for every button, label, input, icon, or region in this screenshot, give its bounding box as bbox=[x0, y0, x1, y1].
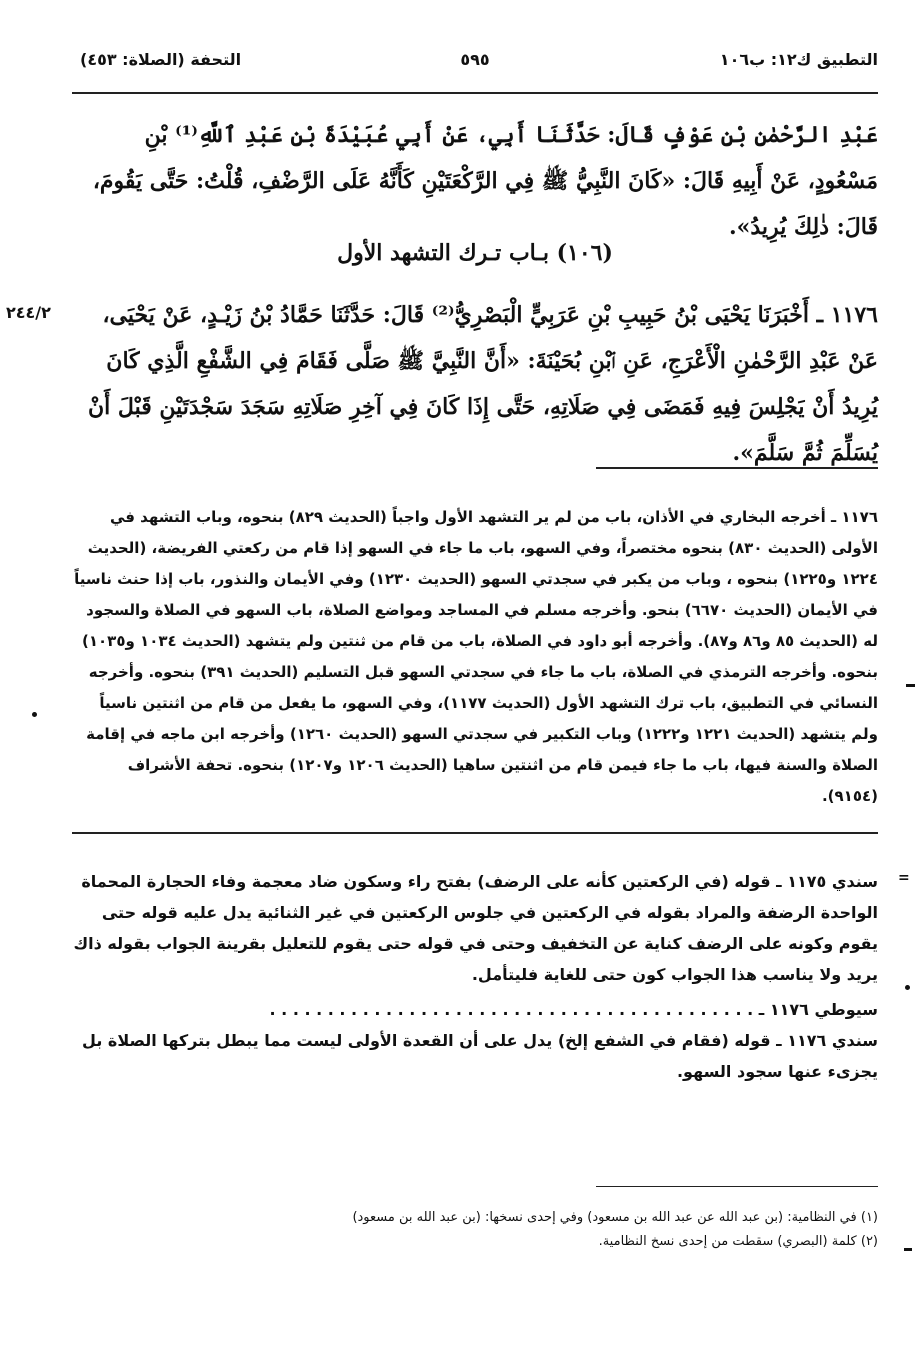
footnotes-section bbox=[72, 1206, 878, 1254]
footnote-2: (٢) كلمة (البصري) سقطت من إحدى نسخ النظامية. bbox=[598, 1234, 878, 1249]
commentary-section bbox=[72, 866, 878, 1087]
header-chapter-ref: التطبيق ك١٢: ب١٠٦ bbox=[719, 50, 878, 69]
hadith-1176 bbox=[72, 292, 878, 476]
commentary-separator bbox=[72, 832, 878, 834]
suyuti-1176-note bbox=[72, 994, 878, 1025]
margin-dash-mark-2 bbox=[904, 1248, 912, 1251]
dotted-leader: . . . . . . . . . . . . . . . . . . . . . . . . . . . . . . . . . . . . . . . . . . bbox=[269, 1000, 754, 1019]
margin-equal-mark: = bbox=[898, 870, 910, 886]
hadith-1176-paragraph: ١١٧٦ ـ أَخْبَرَنَا يَحْيَى بْنُ حَبِيبِ بْنِ عَرَبِيٍّ الْبَصْرِيُّ⁽²⁾ قَالَ: حَدَّثَنَا حَمَّادُ بْنُ زَيْـدٍ، عَنْ يَحْيَى، عَنْ عَبْدِ الرَّحْمٰنِ الْأَعْرَجِ، عَنِ ٱبْنِ بُحَيْنَةَ: «أَنَّ النَّبِيَّ ﷺ صَلَّى فَقَامَ فِي الشَّفْعِ الَّذِي كَانَ يُرِيدُ أَنْ يَجْلِسَ فِيهِ فَمَضَى فِي صَلَاتِهِ، حَتَّى إِذَا كَانَ فِي آخِرِ صَلَاتِهِ سَجَدَ سَجْدَتَيْنِ قَبْلَ أَنْ يُسَلِّمَ ثُمَّ سَلَّمَ». bbox=[87, 302, 878, 466]
sindi-1175-note: سندي ١١٧٥ ـ قوله (في الركعتين كأنه على الرضف) بفتح راء وسكون ضاد معجمة وفاء الحجارة المحماة الواحدة الرضفة والمراد بقوله في الركعتين في جلوس الركعتين في غير الثنائية يدل عليه قوله حتى يقوم وكونه على الرضف كناية عن التخفيف وحتى في قوله حتى يقوم للتعليل بقرينة الجواب بقوله ذاك يريد ولا يناسب هذا الجواب كون حتى للغاية فليتأمل. bbox=[73, 872, 878, 984]
takhrij-section bbox=[72, 502, 878, 812]
page-number: ٥٩٥ bbox=[460, 50, 490, 69]
running-header bbox=[72, 46, 878, 80]
matn-separator bbox=[596, 467, 878, 469]
margin-dot-mark bbox=[32, 712, 37, 717]
footnote-1: (١) في النظامية: (بن عبد الله عن عبد الله بن مسعود) وفي إحدى نسخها: (بن عبد الله بن مسعود) bbox=[352, 1210, 878, 1225]
previous-hadith-paragraph: عَبْدِ الرَّحْمٰنِ بْنِ عَوْفٍ قَالَ: حَدَّثَنَا أَبِي، عَنْ أَبِي عُبَيْدَةَ بْنِ عَبْدِ ٱللَّهِ⁽¹⁾ بْنِ مَسْعُودٍ، عَنْ أَبِيهِ قَالَ: «كَانَ النَّبِيُّ ﷺ فِي الرَّكْعَتَيْنِ كَأَنَّهُ عَلَى الرَّضْفِ، قُلْتُ: حَتَّى يَقُومَ، قَالَ: ذٰلِكَ يُرِيدُ». bbox=[92, 122, 878, 240]
takhrij-paragraph: ١١٧٦ ـ أخرجه البخاري في الأذان، باب من لم ير التشهد الأول واجباً (الحديث ٨٢٩) بنحوه، وباب التشهد في الأولى (الحديث ٨٣٠) بنحوه مختصراً، وفي السهو، باب ما جاء في السهو إذا قام من ركعتي الفريضة، (الحديث ١٢٢٤ و١٢٢٥) بنحوه ، وباب من يكبر في سجدتي السهو (الحديث ١٢٣٠) وفي الأيمان والنذور، باب إذا حنث ناسياً في الأيمان (الحديث ٦٦٧٠) بنحو. وأخرجه مسلم في المساجد ومواضع الصلاة، باب السهو في الصلاة والسجود له (الحديث ٨٥ و٨٦ و٨٧). وأخرجه أبو داود في الصلاة، باب من قام من ثنتين ولم يتشهد (الحديث ١٠٣٤ و١٠٣٥) بنحوه. وأخرجه الترمذي في الصلاة، باب ما جاء في سجدتي السهو قبل التسليم (الحديث ٣٩١) بنحوه. وأخرجه النسائي في التطبيق، باب ترك التشهد الأول (الحديث ١١٧٧)، وفي السهو، ما يفعل من قام من اثنتين ناسياً ولم يتشهد (الحديث ١٢٢١ و١٢٢٢) وباب التكبير في سجدتي السهو (الحديث ١٢٦٠) وأخرجه ابن ماجه في إقامة الصلاة والسنة فيها، باب ما جاء فيمن قام من اثنتين ساهيا (الحديث ١٢٠٦ و١٢٠٧) بنحوه. تحفة الأشراف (٩١٥٤). bbox=[74, 508, 878, 805]
chapter-title: (١٠٦) بـاب تـرك التشهد الأول bbox=[337, 240, 613, 266]
header-tuhfa-ref: التحفة (الصلاة: ٤٥٣) bbox=[80, 50, 242, 69]
header-rule bbox=[72, 92, 878, 94]
sindi-1176-note: سندي ١١٧٦ ـ قوله (فقام في الشفع إلخ) يدل على أن القعدة الأولى ليست مما يبطل بتركها الصلاة بل يجزىء عنها سجود السهو. bbox=[82, 1031, 878, 1081]
margin-reference: ٢٤٤/٢ bbox=[6, 303, 51, 322]
suyuti-1176-label: سيوطي ١١٧٦ ـ bbox=[758, 1000, 878, 1019]
margin-dash-mark bbox=[906, 684, 915, 687]
margin-dot-mark-2 bbox=[905, 985, 910, 990]
footnote-separator bbox=[596, 1186, 878, 1187]
previous-hadith-text bbox=[72, 112, 878, 250]
